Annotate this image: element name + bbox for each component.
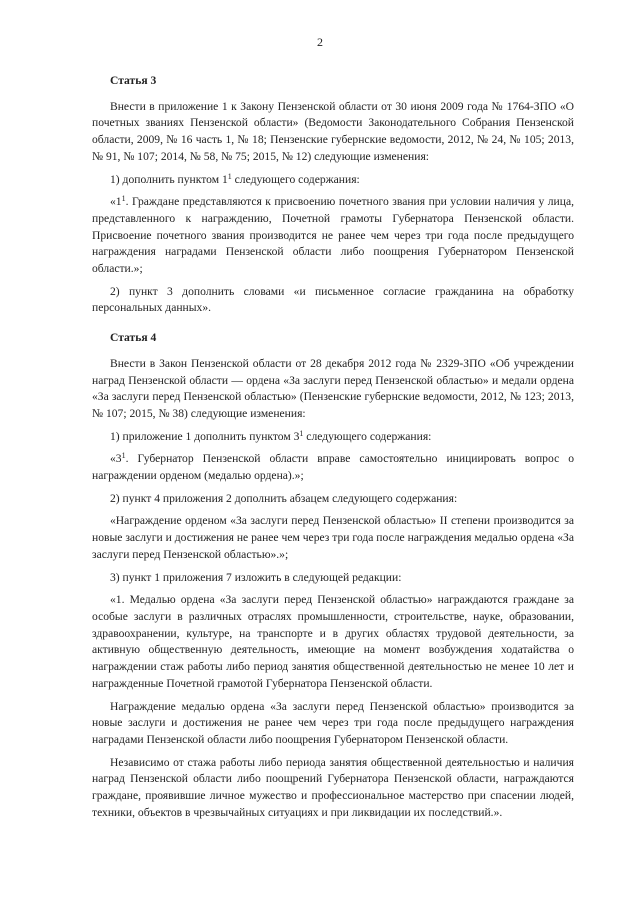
- article-3: [92, 73, 574, 317]
- document-body: [92, 73, 574, 827]
- article-3-quote-1: «$1^1$. Граждане представляются к присвоению почетного звания при условии наличия у лица, представленного к награждению, Почетной грамоты Губернатора Пензенской области. Присвоение почетного звания производится не ранее чем через три года после предыдущего награждения наградами Пензенской области либо поощрения Губернатором Пензенской области.»;: [92, 194, 574, 276]
- article-4-item-3: 3) пункт 1 приложения 7 изложить в следующей редакции:: [110, 570, 402, 584]
- article-4-title: Статья 4: [110, 331, 157, 345]
- article-4-item-2: 2) пункт 4 приложения 2 дополнить абзацем следующего содержания:: [110, 491, 458, 505]
- article-4-quote-1: «$3^1$. Губернатор Пензенской области вправе самостоятельно инициировать вопрос о награждении орденом (медалью ордена).»;: [92, 451, 574, 483]
- article-4-quote-2: «Награждение орденом «За заслуги перед Пензенской областью» II степени производится за новые заслуги и достижения не ранее чем через три года после награждения медалью ордена «За заслуги перед Пензенской областью».»;: [92, 514, 574, 561]
- article-3-intro: Внести в приложение 1 к Закону Пензенской области от 30 июня 2009 года № 1764-ЗПО «О почетных званиях Пензенской области» (Ведомости Законодательного Собрания Пензенской области, 2009, № 16 часть 1, № 18; Пензенские губернские ведомости, 2012, № 24, № 105; 2013, № 91, № 107; 2014, № 58, № 75; 2015, № 12) следующие изменения:: [92, 99, 574, 163]
- article-3-item-1: 1) дополнить пунктом $1^1$ следующего содержания:: [110, 171, 360, 186]
- article-4-quote-3-paragraph-1: «1. Медалью ордена «За заслуги перед Пензенской областью» награждаются граждане за особые заслуги в различных отраслях промышленности, строительстве, науке, образовании, здравоохранении, культуре, на транспорте и в других областях трудовой деятельности, за активную общественную деятельность, имеющие на момент возбуждения ходатайства о награждении стаж работы либо период занятия общественной деятельностью не менее 10 лет и награжденные Почетной грамотой Губернатора Пензенской области.: [92, 593, 574, 690]
- article-4-quote-3-paragraph-2: Награждение медалью ордена «За заслуги перед Пензенской областью» производится за новые заслуги и достижения не ранее чем через три года после предыдущего награждения наградами Пензенской области либо поощрения Губернатором Пензенской области.: [92, 699, 574, 746]
- article-4-item-1: 1) приложение 1 дополнить пунктом $3^1$ следующего содержания:: [110, 428, 432, 443]
- article-3-item-2: 2) пункт 3 дополнить словами «и письменное согласие гражданина на обработку персональных данных».: [92, 284, 574, 315]
- page-number: 2: [317, 35, 323, 49]
- article-4-intro: Внести в Закон Пензенской области от 28 декабря 2012 года № 2329-ЗПО «Об учреждении наград Пензенской области — ордена «За заслуги перед Пензенской областью» и медали ордена «За заслуги перед Пензенской областью» (Пензенские губернские ведомости, 2012, № 123; 2013, № 107; 2015, № 38) следующие изменения:: [92, 356, 574, 420]
- article-4-quote-3-paragraph-3: Независимо от стажа работы либо периода занятия общественной деятельностью и наличия наград Пензенской области либо поощрений Губернатора Пензенской области, награждаются граждане, проявившие личное мужество и профессиональное мастерство при спасении людей, техники, объектов в чрезвычайных ситуациях и при ликвидации их последствий.».: [92, 755, 574, 819]
- article-3-title: Статья 3: [110, 74, 157, 87]
- article-4: [92, 330, 574, 821]
